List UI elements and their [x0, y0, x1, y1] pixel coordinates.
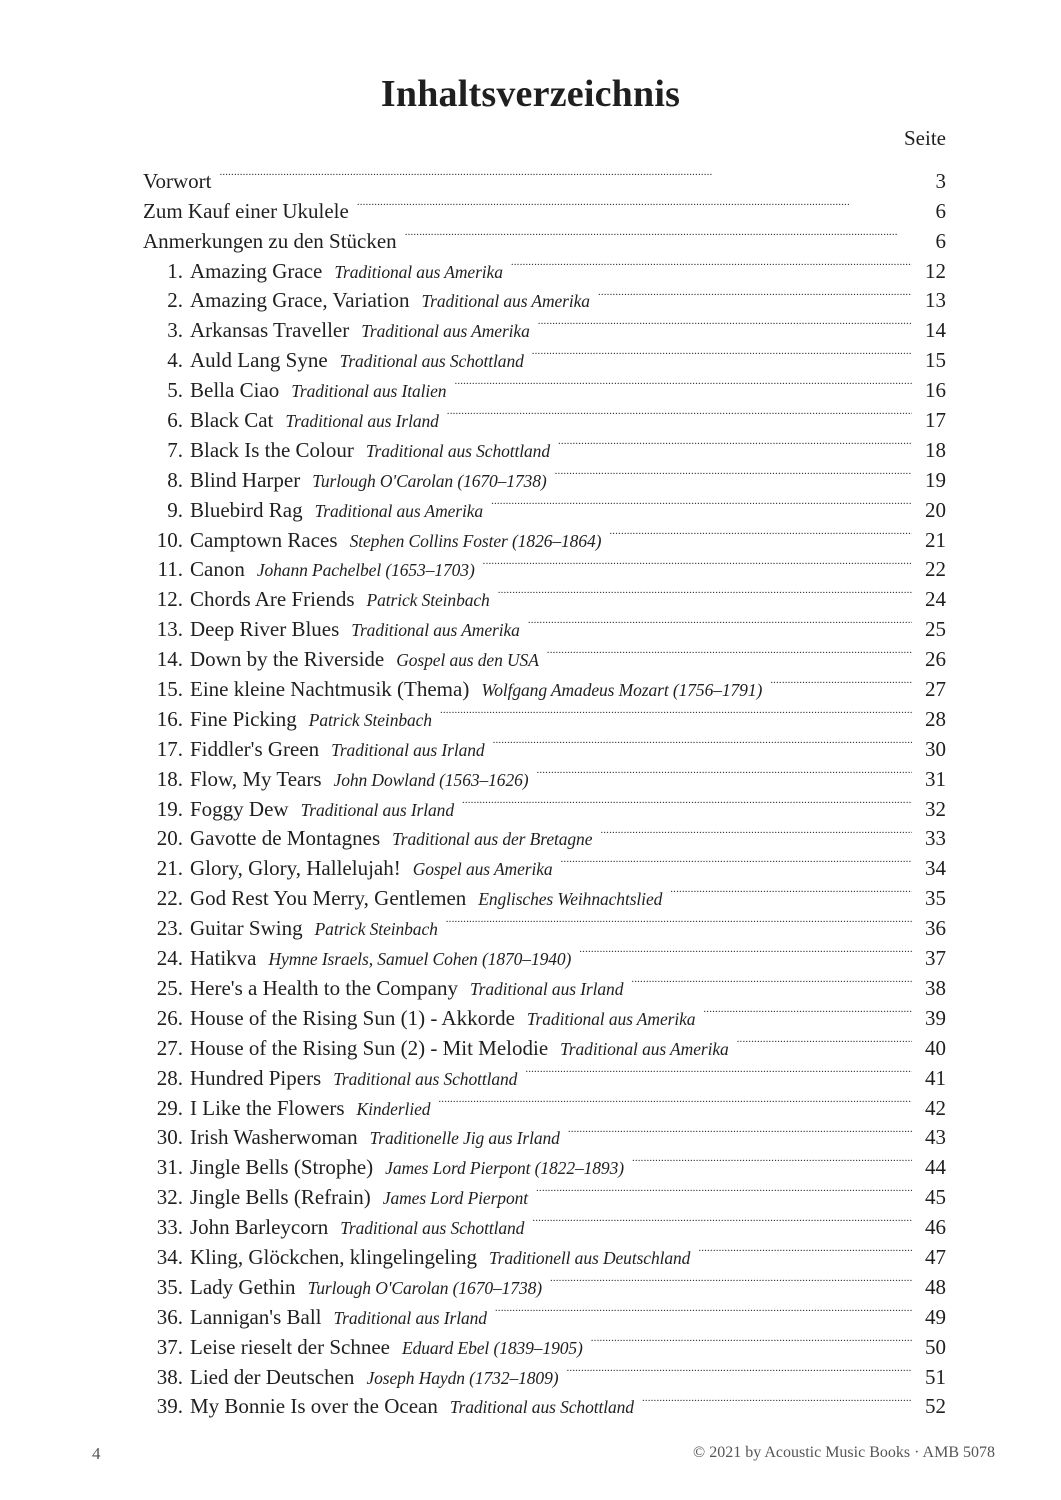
entry-source: Hymne Israels, Samuel Cohen (1870–1940): [268, 949, 572, 970]
dot-leader: [770, 666, 912, 696]
entry-number: 15.: [156, 677, 183, 702]
dot-leader: [598, 278, 912, 308]
entry-title: I Like the Flowers: [190, 1095, 345, 1120]
entry-source: Traditional aus Schottland: [449, 1397, 634, 1418]
dot-leader: [550, 1264, 912, 1294]
dot-leader: [405, 218, 912, 248]
entry-source: Patrick Steinbach: [366, 590, 490, 611]
entry-number: 27.: [156, 1035, 183, 1060]
dot-leader: [219, 158, 912, 188]
entry-title: Vorwort: [143, 168, 212, 193]
entry-number: 21.: [156, 856, 183, 881]
dot-leader: [561, 845, 912, 875]
entry-title: Here's a Health to the Company: [190, 975, 458, 1000]
toc-row: [143, 158, 946, 193]
entry-page: 39: [925, 1005, 946, 1030]
dot-leader: [528, 606, 912, 636]
entry-source: Traditional aus Amerika: [351, 620, 520, 641]
entry-page: 47: [925, 1244, 946, 1269]
dot-leader: [511, 248, 912, 278]
entry-source: Johann Pachelbel (1653–1703): [256, 560, 475, 581]
entry-number: 9.: [167, 497, 183, 522]
entry-source: Traditional aus Amerika: [314, 500, 484, 521]
entry-title: Fine Picking: [190, 706, 297, 731]
entry-page: 31: [925, 766, 946, 791]
entry-title: Arkansas Traveller: [190, 318, 350, 343]
dot-leader: [579, 935, 912, 965]
entry-title: Flow, My Tears: [190, 766, 322, 791]
entry-title: Amazing Grace, Variation: [190, 288, 410, 313]
entry-page: 44: [925, 1155, 946, 1180]
entry-title: Chords Are Friends: [190, 587, 355, 612]
entry-title: Zum Kauf einer Ukulele: [143, 198, 349, 223]
dot-leader: [536, 756, 912, 786]
entry-page: 30: [925, 736, 946, 761]
entry-page: 51: [925, 1364, 946, 1389]
dot-leader: [568, 1115, 912, 1145]
entry-title: Down by the Riverside: [190, 647, 385, 672]
entry-page: 18: [925, 437, 946, 462]
entry-source: Traditional aus Amerika: [334, 261, 503, 282]
entry-title: House of the Rising Sun (1) - Akkorde: [190, 1005, 515, 1030]
entry-page: 37: [925, 946, 946, 971]
dot-leader: [491, 487, 912, 517]
dot-leader: [703, 995, 912, 1025]
entry-title: Jingle Bells (Strophe): [190, 1155, 374, 1180]
dot-leader: [642, 1384, 912, 1414]
entry-title: Lady Gethin: [190, 1274, 296, 1299]
entry-source: Traditional aus Schottland: [333, 1068, 518, 1089]
entry-number: 37.: [156, 1334, 183, 1359]
dot-leader: [536, 1174, 912, 1204]
entry-number: 32.: [156, 1185, 183, 1210]
entry-source: John Dowland (1563–1626): [333, 769, 529, 790]
entry-title: Leise rieselt der Schnee: [190, 1334, 390, 1359]
entry-title: Lied der Deutschen: [190, 1364, 355, 1389]
entry-number: 22.: [156, 886, 183, 911]
dot-leader: [609, 517, 912, 547]
entry-number: 29.: [156, 1095, 183, 1120]
entry-number: 5.: [167, 378, 183, 403]
entry-source: Traditional aus Amerika: [526, 1008, 696, 1029]
entry-title: Bluebird Rag: [190, 497, 303, 522]
entry-title: Black Is the Colour: [190, 437, 354, 462]
entry-number: 35.: [156, 1274, 183, 1299]
dot-leader: [558, 427, 912, 457]
dot-leader: [737, 1025, 912, 1055]
entry-number: 39.: [156, 1394, 183, 1419]
entry-number: 30.: [156, 1125, 183, 1150]
intro-section: [143, 158, 946, 253]
entry-number: 23.: [156, 916, 183, 941]
entry-number: 26.: [156, 1005, 183, 1030]
dot-leader: [495, 1294, 912, 1324]
entry-page: 12: [925, 258, 946, 283]
entry-source: Traditional aus Amerika: [560, 1038, 729, 1059]
entry-source: James Lord Pierpont (1822–1893): [385, 1158, 624, 1179]
entry-page: 19: [925, 467, 946, 492]
entry-title: Fiddler's Green: [190, 736, 320, 761]
entry-number: 1.: [167, 258, 183, 283]
entry-number: 2.: [167, 288, 183, 313]
entry-title: Hatikva: [190, 946, 257, 971]
entry-page: 6: [935, 228, 946, 253]
entry-number: 12.: [156, 587, 183, 612]
entry-source: Stephen Collins Foster (1826–1864): [349, 530, 602, 551]
entry-page: 34: [925, 856, 946, 881]
entry-source: Traditionell aus Deutschland: [488, 1247, 691, 1268]
entry-title: John Barleycorn: [190, 1215, 329, 1240]
entry-source: Gospel aus den USA: [396, 650, 539, 671]
entry-source: Traditional aus Schottland: [365, 440, 550, 461]
entry-page: 35: [925, 886, 946, 911]
table-of-contents: [143, 158, 946, 1419]
entry-number: 18.: [156, 766, 183, 791]
entry-page: 15: [925, 348, 946, 373]
footer-copyright: © 2021 by Acoustic Music Books · AMB 5078: [693, 1444, 995, 1461]
dot-leader: [547, 636, 912, 666]
entry-page: 26: [925, 647, 946, 672]
entry-title: Bella Ciao: [190, 378, 280, 403]
entry-number: 25.: [156, 975, 183, 1000]
entry-source: Traditional aus Schottland: [340, 1218, 525, 1239]
entry-number: 24.: [156, 946, 183, 971]
dot-leader: [532, 1204, 912, 1234]
entry-title: My Bonnie Is over the Ocean: [190, 1394, 438, 1419]
entry-page: 41: [925, 1065, 946, 1090]
dot-leader: [632, 1144, 912, 1174]
page-column-label: Seite: [904, 126, 946, 150]
entry-source: Traditional aus Schottland: [339, 351, 524, 372]
entry-source: Joseph Haydn (1732–1809): [366, 1367, 559, 1388]
dot-leader: [591, 1324, 912, 1354]
entry-source: Traditional aus Irland: [333, 1307, 487, 1328]
dot-leader: [532, 337, 912, 367]
entry-source: Traditional aus der Bretagne: [392, 829, 593, 850]
entry-page: 32: [925, 796, 946, 821]
entry-source: Turlough O'Carolan (1670–1738): [312, 470, 547, 491]
entry-title: Black Cat: [190, 408, 274, 433]
dot-leader: [566, 1354, 912, 1384]
entry-source: Traditional aus Amerika: [361, 321, 530, 342]
entry-page: 40: [925, 1035, 946, 1060]
entry-number: 4.: [167, 348, 183, 373]
entry-page: 20: [925, 497, 946, 522]
dot-leader: [440, 696, 912, 726]
entry-title: God Rest You Merry, Gentlemen: [190, 886, 467, 911]
entry-number: 28.: [156, 1065, 183, 1090]
entry-page: 16: [925, 378, 946, 403]
entry-number: 33.: [156, 1215, 183, 1240]
footer-page-number: 4: [92, 1444, 101, 1463]
entry-number: 6.: [167, 408, 183, 433]
entry-page: 14: [925, 318, 946, 343]
dot-leader: [631, 965, 912, 995]
page-title: Inhaltsverzeichnis: [380, 73, 681, 115]
entry-source: Patrick Steinbach: [308, 709, 432, 730]
entry-number: 16.: [156, 706, 183, 731]
entry-source: Traditional aus Irland: [300, 799, 454, 820]
dot-leader: [438, 1085, 912, 1115]
entry-source: Wolfgang Amadeus Mozart (1756–1791): [481, 680, 763, 701]
entry-source: Eduard Ebel (1839–1905): [402, 1337, 583, 1358]
entry-page: 36: [925, 916, 946, 941]
entry-title: Kling, Glöckchen, klingelingeling: [190, 1244, 477, 1269]
entry-number: 19.: [156, 796, 183, 821]
entry-page: 42: [925, 1095, 946, 1120]
entry-source: Traditional aus Amerika: [421, 291, 590, 312]
entry-title: Amazing Grace: [190, 258, 323, 283]
entry-number: 10.: [156, 527, 183, 552]
entry-title: Jingle Bells (Refrain): [190, 1185, 371, 1210]
entry-title: Gavotte de Montagnes: [190, 826, 381, 851]
entry-page: 22: [925, 557, 946, 582]
numbered-section: [143, 248, 946, 1419]
dot-leader: [446, 905, 912, 935]
entry-source: Patrick Steinbach: [314, 919, 438, 940]
entry-title: House of the Rising Sun (2) - Mit Melodie: [190, 1035, 549, 1060]
entry-number: 38.: [156, 1364, 183, 1389]
entry-title: Anmerkungen zu den Stücken: [143, 228, 397, 253]
entry-title: Hundred Pipers: [190, 1065, 322, 1090]
dot-leader: [447, 397, 912, 427]
entry-source: Traditionelle Jig aus Irland: [369, 1128, 560, 1149]
entry-source: Traditional aus Irland: [331, 739, 485, 760]
entry-page: 6: [935, 198, 946, 223]
entry-source: Traditional aus Irland: [285, 411, 439, 432]
entry-page: 48: [925, 1274, 946, 1299]
entry-page: 52: [925, 1394, 946, 1419]
entry-page: 45: [925, 1185, 946, 1210]
entry-page: 49: [925, 1304, 946, 1329]
entry-page: 38: [925, 975, 946, 1000]
entry-page: 27: [925, 677, 946, 702]
dot-leader: [357, 188, 912, 218]
entry-page: 33: [925, 826, 946, 851]
dot-leader: [498, 576, 912, 606]
entry-number: 31.: [156, 1155, 183, 1180]
entry-number: 34.: [156, 1244, 183, 1269]
dot-leader: [493, 726, 912, 756]
entry-page: 28: [925, 706, 946, 731]
entry-page: 17: [925, 408, 946, 433]
entry-page: 46: [925, 1215, 946, 1240]
entry-page: 24: [925, 587, 946, 612]
dot-leader: [462, 786, 912, 816]
entry-number: 7.: [167, 437, 183, 462]
entry-title: Lannigan's Ball: [190, 1304, 322, 1329]
entry-number: 17.: [156, 736, 183, 761]
dot-leader: [555, 457, 912, 487]
entry-number: 20.: [156, 826, 183, 851]
entry-number: 14.: [156, 647, 183, 672]
dot-leader: [483, 547, 912, 577]
dot-leader: [538, 307, 912, 337]
entry-title: Foggy Dew: [190, 796, 289, 821]
dot-leader: [454, 367, 912, 397]
entry-title: Blind Harper: [190, 467, 301, 492]
entry-title: Eine kleine Nachtmusik (Thema): [190, 677, 470, 702]
entry-source: Traditional aus Irland: [469, 978, 624, 999]
entry-source: Gospel aus Amerika: [412, 859, 553, 880]
entry-page: 3: [935, 168, 946, 193]
entry-title: Auld Lang Syne: [190, 348, 328, 373]
entry-source: Turlough O'Carolan (1670–1738): [307, 1277, 542, 1298]
entry-number: 11.: [157, 557, 183, 582]
entry-number: 36.: [156, 1304, 183, 1329]
entry-source: James Lord Pierpont: [382, 1188, 529, 1209]
dot-leader: [525, 1055, 912, 1085]
dot-leader: [670, 875, 912, 905]
entry-title: Camptown Races: [190, 527, 338, 552]
entry-title: Guitar Swing: [190, 916, 303, 941]
entry-page: 43: [925, 1125, 946, 1150]
entry-source: Englisches Weihnachtslied: [478, 889, 663, 910]
entry-number: 13.: [156, 617, 183, 642]
dot-leader: [698, 1234, 912, 1264]
entry-title: Glory, Glory, Hallelujah!: [190, 856, 401, 881]
entry-title: Irish Washerwoman: [190, 1125, 358, 1150]
entry-source: Traditional aus Italien: [291, 381, 447, 402]
entry-page: 13: [925, 288, 946, 313]
entry-page: 50: [925, 1334, 946, 1359]
toc-row: [143, 188, 946, 223]
entry-number: 3.: [167, 318, 183, 343]
entry-source: Kinderlied: [356, 1098, 431, 1119]
entry-page: 25: [925, 617, 946, 642]
entry-title: Canon: [190, 557, 245, 582]
entry-number: 8.: [167, 467, 183, 492]
dot-leader: [600, 816, 912, 846]
entry-page: 21: [925, 527, 946, 552]
entry-title: Deep River Blues: [190, 617, 340, 642]
